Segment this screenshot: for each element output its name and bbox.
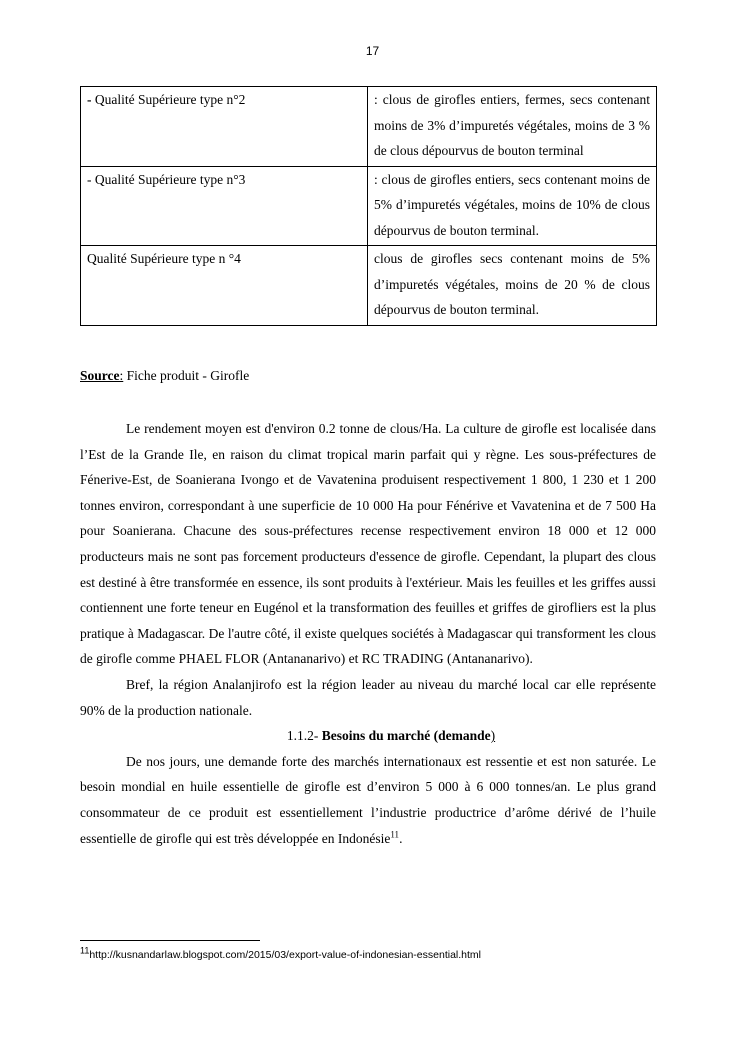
table-row: [81, 166, 657, 246]
footnote-reference: 11: [390, 829, 400, 839]
paragraph-demand-text: De nos jours, une demande forte des marchés internationaux est ressentie et est non saturée. Le besoin mondial en huile essentielle de girofle est d’environ 5 000 à 6 000 tonnes/an. Le plus grand consommateur de ce produit est essentiellement l’industrie productrice d’arôme dérivé de l’huile essentielle de girofle qui est très développée en Indonésie: [80, 753, 656, 846]
quality-table: [80, 86, 657, 326]
section-heading: [80, 723, 656, 749]
body-text: [80, 416, 656, 851]
paragraph-demand-end: .: [399, 830, 403, 846]
footnote-divider: [80, 940, 260, 941]
quality-label: Qualité Supérieure type n°2: [94, 92, 246, 107]
quality-label: Qualité Supérieure type n °4: [87, 251, 241, 266]
paragraph-region: Bref, la région Analanjirofo est la région leader au niveau du marché local car elle représente 90% de la production nationale.: [80, 676, 656, 718]
quality-label-cell: [81, 246, 368, 326]
section-title: Besoins du marché (demande: [321, 728, 491, 744]
quality-description-cell: clous de girofles secs contenant moins de 5% d’impuretés végétales, moins de 20 % de clous dépourvus de bouton terminal.: [368, 246, 657, 326]
quality-description-cell: : clous de girofles entiers, fermes, secs contenant moins de 3% d’impuretés végétales, moins de 3 % de clous dépourvus de bouton terminal: [368, 87, 657, 167]
quality-label: - Qualité Supérieure type n°3: [87, 171, 246, 187]
source-label: Source: [80, 368, 120, 383]
quality-description-cell: : clous de girofles entiers, secs contenant moins de 5% d’impuretés végétales, moins de 10% de clous dépourvus de bouton terminal.: [368, 166, 657, 246]
paragraph-demand: [80, 749, 656, 851]
paragraph-yield: Le rendement moyen est d'environ 0.2 tonne de clous/Ha. La culture de girofle est localisée dans l’Est de la Grande Ile, en raison du climat tropical marin parfait qui y règne. Les sous-préfectures de Fénerive-Est, de Soanierana Ivongo et de Vavatenina produisent respectivement 1 800, 1 230 et 1 200 tonnes environ, correspondant à une superficie de 10 000 Ha pour Fénérive et Vavatenina et de 7 500 Ha pour Soanierana. Chacune des sous-préfectures recense respectivement environ 18 000 et 12 000 producteurs mais ne sont pas forcement producteurs d'essence de girofle. Cependant, la plupart des clous est destiné à être transformée en essence, ils sont produits à l'extérieur. Mais les feuilles et les griffes aussi contiennent une forte teneur en Eugénol et la transformation des feuilles et griffes de girofliers est la plus pratique à Madagascar. De l'autre côté, il existe quelques sociétés à Madagascar qui transforment les clous de girofle comme PHAEL FLOR (Antananarivo) et RC TRADING (Antananarivo).: [80, 421, 656, 667]
footnote-number: 11: [80, 945, 90, 956]
quality-label-cell: [81, 166, 368, 246]
label-prefix: -: [87, 92, 95, 107]
section-title-end: ): [490, 728, 496, 744]
section-number: 1.1.2-: [286, 728, 322, 744]
table-row: [81, 87, 657, 167]
source-text: Fiche produit - Girofle: [123, 368, 250, 383]
table-row: [81, 246, 657, 326]
footnote: [80, 945, 481, 961]
quality-label-cell: [81, 87, 368, 167]
page-number: 17: [365, 44, 380, 58]
footnote-url: http://kusnandarlaw.blogspot.com/2015/03/export-value-of-indonesian-essential.html: [89, 949, 481, 961]
source-line: [80, 368, 249, 384]
source-colon: :: [119, 368, 124, 383]
